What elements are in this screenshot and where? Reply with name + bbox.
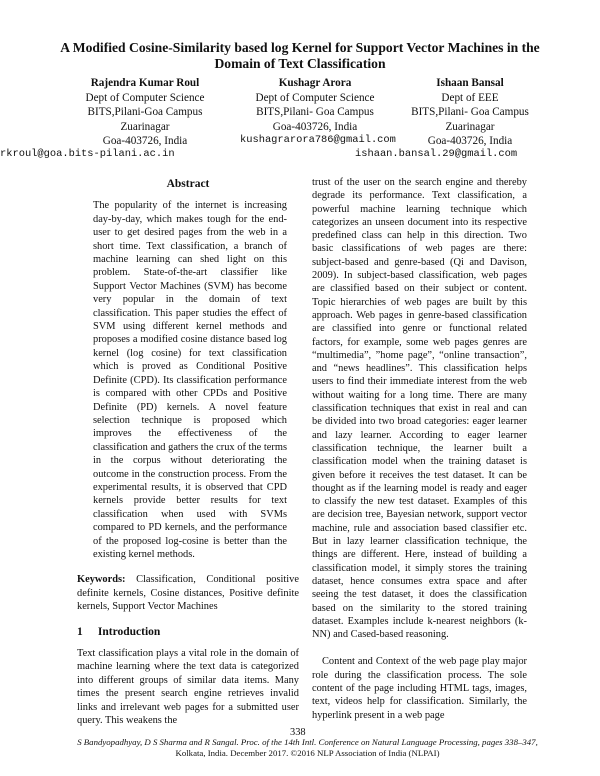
author-2-dept: Dept of Computer Science — [255, 91, 375, 104]
abstract-heading: Abstract — [166, 178, 210, 190]
author-1-campus: BITS,Pilani-Goa Campus — [87, 106, 203, 118]
author-3-email[interactable]: ishaan.bansal.29@gmail.com — [355, 148, 518, 160]
left-column — [77, 178, 299, 727]
keywords-text: Classification, Conditional positive definite kernels, Cosine distances, Positive definite kernels, Support Vector Machines — [77, 574, 299, 613]
author-3-name: Ishaan Bansal — [436, 77, 504, 89]
author-3-pin: Goa-403726, India — [427, 135, 513, 147]
author-3-dept: Dept of EEE — [441, 91, 499, 104]
author-1-city: Zuarinagar — [120, 120, 170, 133]
keywords-label: Keywords: — [77, 574, 126, 586]
author-2-campus: BITS,Pilani- Goa Campus — [256, 106, 374, 118]
author-3-city: Zuarinagar — [445, 120, 495, 133]
introduction-text: Text classification plays a vital role in the domain of machine learning where the text data is categorized into different groups of similar data items. Many times the present search engine retrieves invalid links and irrelevant web pages for a submitted user query. This weakens the — [77, 648, 299, 727]
section-title: Introduction — [97, 625, 161, 638]
footer-line-2: Kolkata, India. December 2017. ©2016 NLP Association of India (NLPAI) — [175, 748, 440, 758]
page-number: 338 — [290, 727, 306, 738]
author-1 — [60, 76, 230, 149]
paper-title: A Modified Cosine-Similarity based log Kernel for Support Vector Machines in the Domain of Text Classification — [60, 40, 540, 71]
author-1-email[interactable]: rkroul@goa.bits-pilani.ac.in — [0, 148, 175, 160]
author-2-name: Kushagr Arora — [278, 77, 352, 89]
footer-citation — [60, 737, 555, 759]
keywords — [77, 573, 299, 613]
author-3-campus: BITS,Pilani- Goa Campus — [411, 106, 529, 118]
author-2-city: Goa-403726, India — [272, 120, 358, 133]
author-1-name: Rajendra Kumar Roul — [90, 77, 200, 89]
section-heading — [77, 626, 299, 639]
right-paragraph-2: Content and Context of the web page play major role during the classification process. The sole content of the page including HTML tags, images, text, videos help for classification. Similarly, the hyperlink present in a web page — [312, 656, 527, 721]
footer-line-1: S Bandyopadhyay, D S Sharma and R Sangal. Proc. of the 14th Intl. Conference on Natural Language Processing, pages 338–347, — [77, 737, 538, 747]
author-1-dept: Dept of Computer Science — [85, 91, 205, 104]
abstract-body: The popularity of the internet is increasing day-by-day, which makes tough for the end-user to get desired pages from the web in a short time. Text classification, a branch of machine learning can shed light on this problem. State-of-the-art classifier like Support Vector Machines (SVM) has become very popular in the domain of text classification. This paper studies the effect of SVM using different kernel methods and proposes a modified cosine distance based log kernel (log cosine) for text classification which is proved as Conditional Positive Definite (CPD). Its classification performance is compared with other CPDs and Positive Definite (PD) kernels. A novel feature selection technique is proposed which improves the effectiveness of the classification and gathers the crux of the terms in the corpus without deteriorating the outcome in the construction process. From the experimental results, it is observed that CPD kernels provide better results for text classification when used with SVMs compared to PD kernels, and the performance of the proposed log-cosine is better than the existing kernel methods. — [93, 200, 287, 560]
author-1-pin: Goa-403726, India — [102, 135, 188, 147]
right-paragraph-1: trust of the user on the search engine and thereby degrade its performance. Text classification, a powerful machine learning technique which categorizes an unseen document into its respective predefined class can help in this direction. Two basic classifications of web pages are there: subject-based and genre-based (Qi and Davison, 2009). In subject-based classification, web pages are classified based on their subject or content. Topic hierarchies of web pages are built by this approach. Web pages in genre-based classification are classified into genre or functional related factors, for example, some web pages genres are “multimedia”, ”home page”, “online transaction”, and “news headlines”. This classification helps users to find their immediate interest from the web without waiting for a long time. There are many classification techniques that exist in real and can be divided into two broad categories: eager learner and lazy learner. According to eager learner classification technique, the learner built a classification model when the training dataset is given before it receives the test dataset. It can be thought as if the learning model is ready and eager to classify the new test dataset. Examples of this are decision tree, Bayesian network, support vector machine, rule and association based classifier etc. But in lazy learner classification technique, the things are different. Here, instead of building a classification model, it simply stores the training dataset, hence consumes extra space and after seeing the test dataset, it does the classification based on the similarity to the stored training dataset. Examples include k-nearest neighbors (k-NN) and Cased-based reasoning. — [312, 177, 527, 641]
section-number: 1 — [77, 625, 83, 638]
author-3 — [400, 76, 540, 149]
author-2-email[interactable]: kushagrarora786@gmail.com — [240, 134, 396, 146]
right-column — [312, 176, 527, 722]
